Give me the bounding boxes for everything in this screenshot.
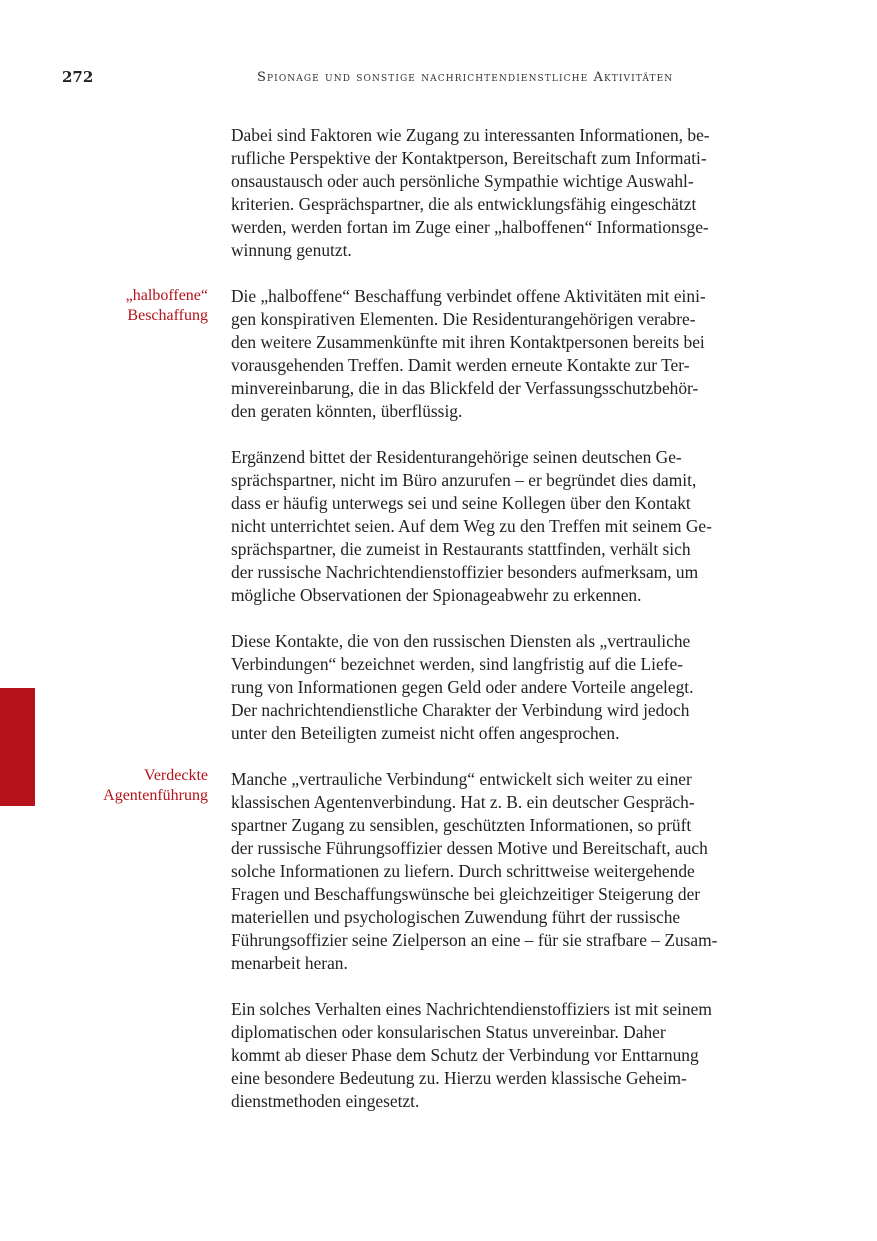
text-line: onsaustausch oder auch persönliche Sympathie wichtige Auswahl- [231,171,694,191]
margin-note-verdeckte-agentenfuehrung [28,766,208,806]
text-line: Ergänzend bittet der Residenturangehörige seinen deutschen Ge- [231,447,682,467]
text-line: Die „halboffene“ Beschaffung verbindet offene Aktivitäten mit eini- [231,286,706,306]
text-line: der russische Nachrichtendienstoffizier besonders aufmerksam, um [231,562,699,582]
text-line: klassischen Agentenverbindung. Hat z. B. ein deutscher Gespräch- [231,792,695,812]
text-line: rufliche Perspektive der Kontaktperson, Bereitschaft zum Informati- [231,148,707,168]
page-number: 272 [62,68,94,86]
text-line: Verbindungen“ bezeichnet werden, sind langfristig auf die Liefe- [231,654,683,674]
body-text [231,124,789,1136]
text-line: gen konspirativen Elementen. Die Residenturangehörigen verabre- [231,309,696,329]
margin-note-line: Beschaffung [127,307,208,324]
margin-note-line: Verdeckte [144,767,208,784]
text-line: unter den Beteiligten zumeist nicht offen angesprochen. [231,723,620,743]
text-line: Fragen und Beschaffungswünsche bei gleichzeitiger Steigerung der [231,884,701,904]
paragraph-3 [231,446,789,607]
paragraph-4 [231,630,789,745]
text-line: Diese Kontakte, die von den russischen Diensten als „vertrauliche [231,631,691,651]
text-line: winnung genutzt. [231,240,352,260]
paragraph-1 [231,124,789,262]
text-line: Manche „vertrauliche Verbindung“ entwickelt sich weiter zu einer [231,769,692,789]
text-line: den weitere Zusammenkünfte mit ihren Kontaktpersonen bereits bei [231,332,705,352]
text-line: spartner Zugang zu sensiblen, geschützten Informationen, so prüft [231,815,692,835]
text-line: der russische Führungsoffizier dessen Motive und Bereitschaft, auch [231,838,708,858]
text-line: kriterien. Gesprächspartner, die als entwicklungsfähig eingeschätzt [231,194,697,214]
text-line: Ein solches Verhalten eines Nachrichtendienstoffiziers ist mit seinem [231,999,712,1019]
margin-note-line: „halboffene“ [125,287,208,304]
text-line: dienstmethoden eingesetzt. [231,1091,420,1111]
paragraph-2 [231,285,789,423]
text-line: mögliche Observationen der Spionageabwehr zu erkennen. [231,585,642,605]
margin-note-halboffene-beschaffung [28,286,208,326]
text-line: dass er häufig unterwegs sei und seine Kollegen über den Kontakt [231,493,691,513]
paragraph-5 [231,768,789,975]
text-line: diplomatischen oder konsularischen Status unvereinbar. Daher [231,1022,666,1042]
text-line: vorausgehenden Treffen. Damit werden erneute Kontakte zur Ter- [231,355,690,375]
running-header: Spionage und sonstige nachrichtendienstliche Aktivitäten [257,70,674,85]
text-line: eine besondere Bedeutung zu. Hierzu werden klassische Geheim- [231,1068,687,1088]
text-line: materiellen und psychologischen Zuwendung führt der russische [231,907,681,927]
text-line: sprächspartner, nicht im Büro anzurufen – er begründet dies damit, [231,470,697,490]
text-line: kommt ab dieser Phase dem Schutz der Verbindung vor Enttarnung [231,1045,699,1065]
text-line: sprächspartner, die zumeist in Restaurants stattfinden, verhält sich [231,539,691,559]
text-line: Der nachrichtendienstliche Charakter der Verbindung wird jedoch [231,700,690,720]
paragraph-6 [231,998,789,1113]
text-line: den geraten könnten, überflüssig. [231,401,463,421]
text-line: werden, werden fortan im Zuge einer „halboffenen“ Informationsge- [231,217,709,237]
text-line: menarbeit heran. [231,953,348,973]
text-line: minvereinbarung, die in das Blickfeld der Verfassungsschutzbehör- [231,378,699,398]
text-line: nicht unterrichtet seien. Auf dem Weg zu den Treffen mit seinem Ge- [231,516,712,536]
margin-note-line: Agentenführung [103,787,208,804]
text-line: rung von Informationen gegen Geld oder andere Vorteile angelegt. [231,677,694,697]
text-line: solche Informationen zu liefern. Durch schrittweise weitergehende [231,861,695,881]
text-line: Führungsoffizier seine Zielperson an eine – für sie strafbare – Zusam- [231,930,718,950]
text-line: Dabei sind Faktoren wie Zugang zu interessanten Informationen, be- [231,125,710,145]
